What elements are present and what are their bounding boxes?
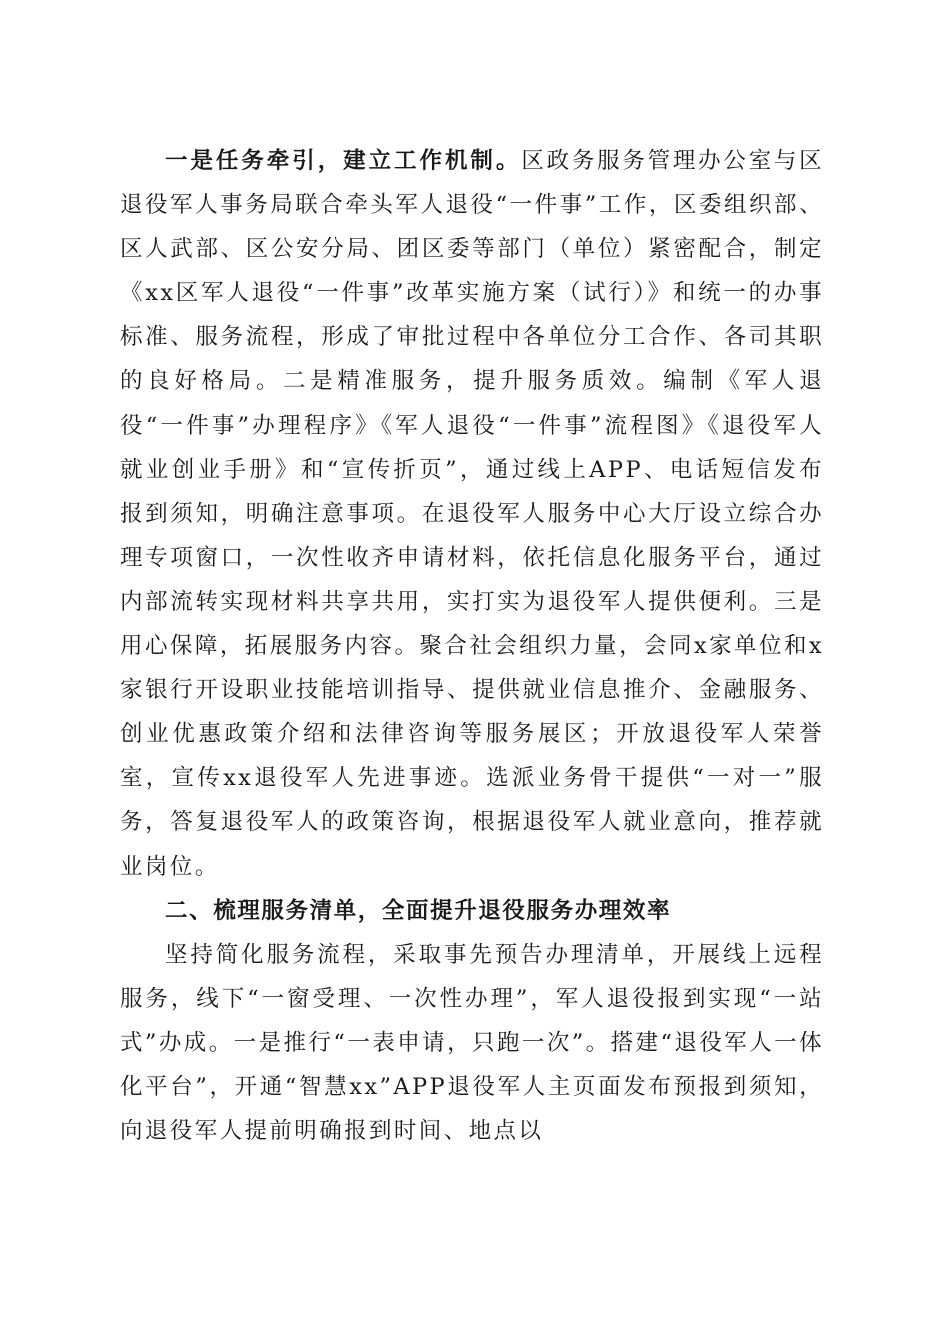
paragraph-task-mechanism (120, 139, 824, 889)
paragraph-body-text: 区政务服务管理办公室与区退役军人事务局联合牵头军人退役“一件事”工作，区委组织部、区人武部、区公安分局、团区委等部门（单位）紧密配合，制定《xx区军人退役“一件事”改革实施方案（试行）》和统一的办事标准、服务流程，形成了审批过程中各单位分工合作、各司其职的良好格局。二是精准服务，提升服务质效。编制《军人退役“一件事”办理程序》《军人退役“一件事”流程图》《退役军人就业创业手册》和“宣传折页”，通过线上APP、电话短信发布报到须知，明确注意事项。在退役军人服务中心大厅设立综合办理专项窗口，一次性收齐申请材料，依托信息化服务平台，通过内部流转实现材料共享共用，实打实为退役军人提供便利。三是用心保障，拓展服务内容。聚合社会组织力量，会同x家单位和x家银行开设职业技能培训指导、提供就业信息推介、金融服务、创业优惠政策介绍和法律咨询等服务展区；开放退役军人荣誉室，宣传xx退役军人先进事迹。选派业务骨干提供“一对一”服务，答复退役军人的政策咨询，根据退役军人就业意向，推荐就业岗位。 (120, 148, 824, 880)
paragraph-streamline-process (120, 933, 824, 1153)
document-body (120, 139, 824, 1153)
paragraph-lead-text: 一是任务牵引，建立工作机制。 (165, 148, 522, 174)
paragraph-body-text: 坚持简化服务流程，采取事先预告办理清单，开展线上远程服务，线下“一窗受理、一次性办理”，军人退役报到实现“一站式”办成。一是推行“一表申请，只跑一次”。搭建“退役军人一体化平台”，开通“智慧xx”APP退役军人主页面发布预报到须知，向退役军人提前明确报到时间、地点以 (120, 941, 824, 1145)
section-heading: 二、梳理服务清单，全面提升退役服务办理效率 (165, 897, 672, 924)
